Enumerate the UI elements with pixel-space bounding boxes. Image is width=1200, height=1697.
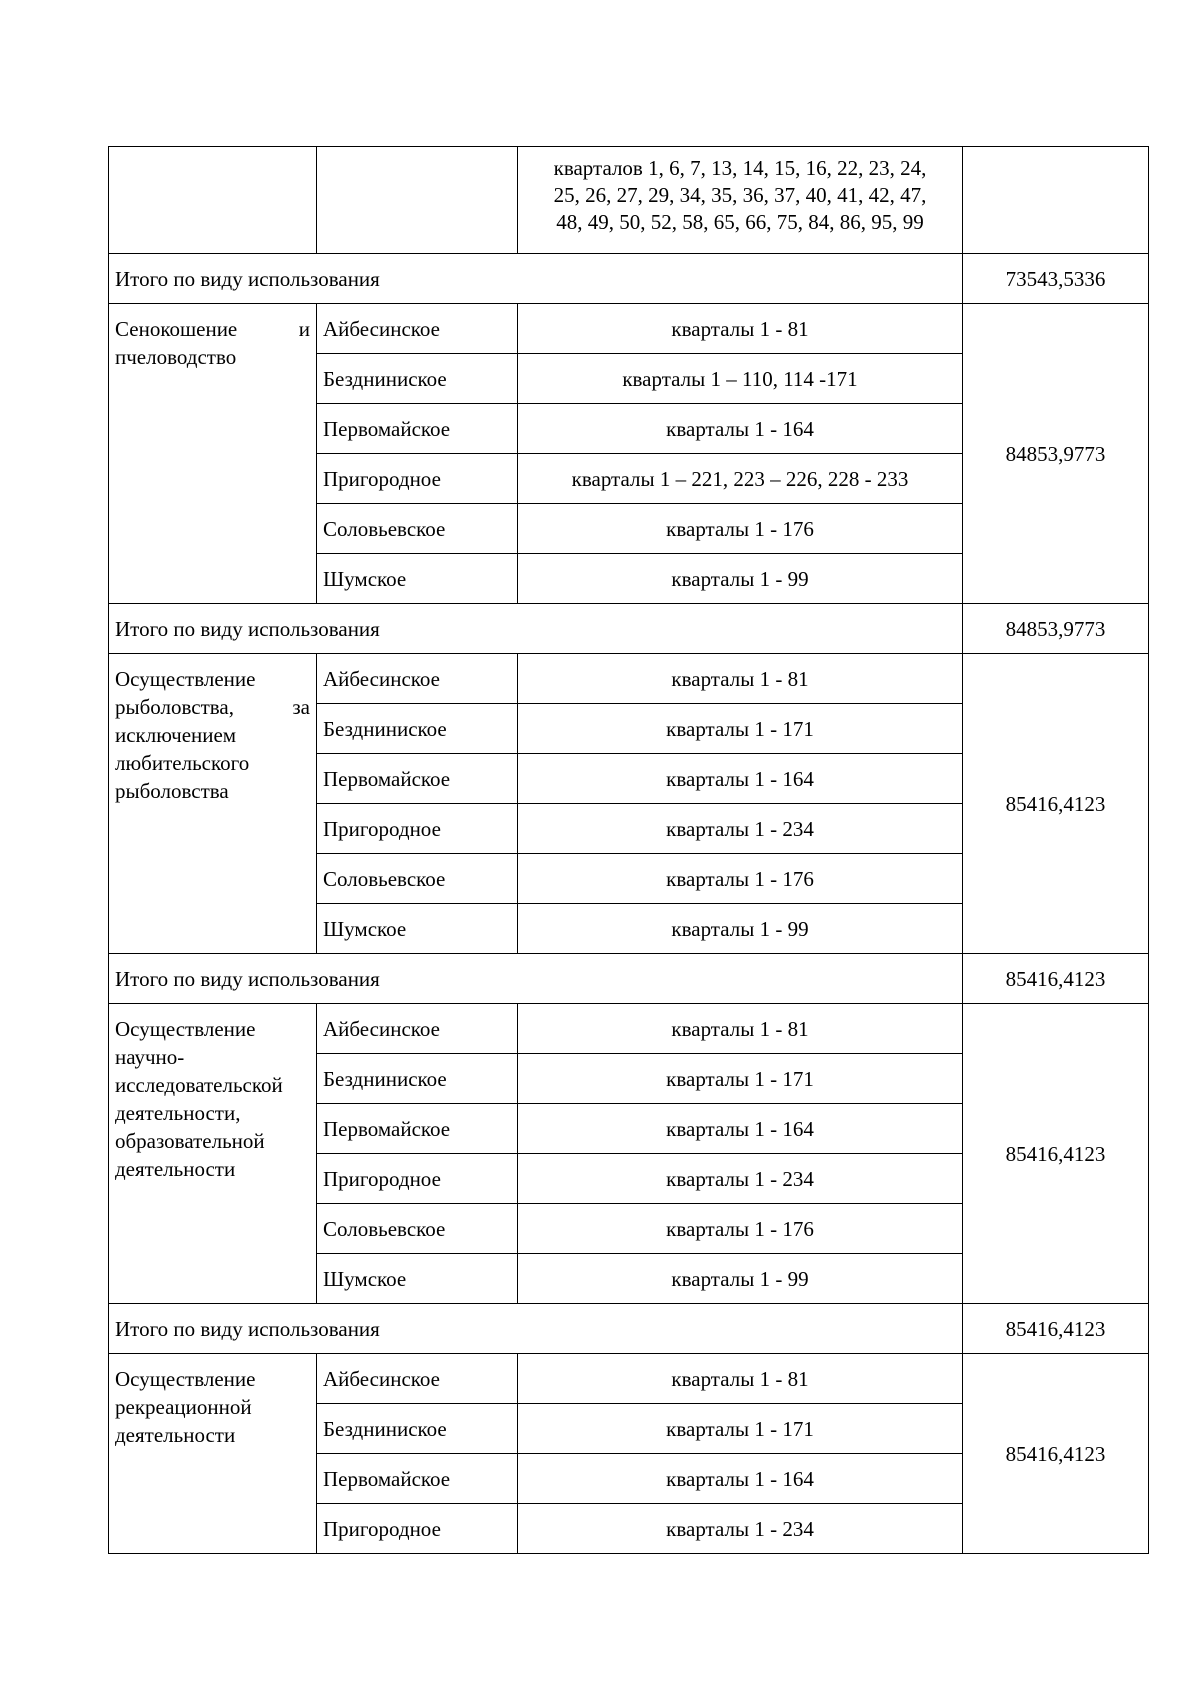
district-cell (317, 147, 518, 254)
use-type-cell: Осуществление рекреационной деятельности (109, 1354, 317, 1554)
blocks-cell: кварталы 1 - 81 (518, 304, 963, 354)
blocks-cell: кварталы 1 - 81 (518, 1354, 963, 1404)
use-type-cell (109, 147, 317, 254)
district-cell: Пригородное (317, 454, 518, 504)
district-cell: Айбесинское (317, 1004, 518, 1054)
use-type-cell: Осуществление рыболовства, за исключением любительского рыболовства (109, 654, 317, 954)
blocks-line: кварталов 1, 6, 7, 13, 14, 15, 16, 22, 23, 24, (553, 156, 927, 180)
blocks-line: 25, 26, 27, 29, 34, 35, 36, 37, 40, 41, 42, 47, (553, 183, 927, 207)
subtotal-row (109, 604, 1149, 654)
area-cell: 85416,4123 (963, 1354, 1149, 1554)
subtotal-label: Итого по виду использования (109, 954, 963, 1004)
table-row (109, 147, 1149, 254)
district-cell: Айбесинское (317, 304, 518, 354)
subtotal-label: Итого по виду использования (109, 254, 963, 304)
district-cell: Шумское (317, 1254, 518, 1304)
blocks-cell: кварталы 1 - 171 (518, 704, 963, 754)
district-cell: Айбесинское (317, 654, 518, 704)
district-cell: Шумское (317, 904, 518, 954)
district-cell: Шумское (317, 554, 518, 604)
blocks-cell: кварталы 1 - 164 (518, 1454, 963, 1504)
blocks-cell: кварталы 1 - 164 (518, 404, 963, 454)
area-cell: 85416,4123 (963, 654, 1149, 954)
subtotal-label: Итого по виду использования (109, 1304, 963, 1354)
blocks-cell: кварталы 1 - 99 (518, 904, 963, 954)
district-cell: Бездниниское (317, 1054, 518, 1104)
district-cell: Бездниниское (317, 354, 518, 404)
blocks-cell: кварталы 1 - 81 (518, 1004, 963, 1054)
use-type-cell: Сенокошение и пчеловодство (109, 304, 317, 604)
district-cell: Бездниниское (317, 704, 518, 754)
district-cell: Айбесинское (317, 1354, 518, 1404)
blocks-cell: кварталы 1 – 221, 223 – 226, 228 - 233 (518, 454, 963, 504)
blocks-cell: кварталы 1 - 176 (518, 504, 963, 554)
blocks-cell: кварталы 1 - 171 (518, 1404, 963, 1454)
blocks-cell: кварталы 1 - 234 (518, 1504, 963, 1554)
area-cell: 84853,9773 (963, 304, 1149, 604)
district-cell: Пригородное (317, 1154, 518, 1204)
district-cell: Бездниниское (317, 1404, 518, 1454)
district-cell: Пригородное (317, 1504, 518, 1554)
table-row (109, 1354, 1149, 1404)
blocks-cell: кварталы 1 - 176 (518, 1204, 963, 1254)
subtotal-row (109, 954, 1149, 1004)
blocks-cell: кварталы 1 - 164 (518, 1104, 963, 1154)
blocks-cell: кварталы 1 - 176 (518, 854, 963, 904)
district-cell: Первомайское (317, 1454, 518, 1504)
subtotal-value: 73543,5336 (963, 254, 1149, 304)
district-cell: Первомайское (317, 404, 518, 454)
district-cell: Первомайское (317, 1104, 518, 1154)
blocks-cell: кварталы 1 - 81 (518, 654, 963, 704)
district-cell: Пригородное (317, 804, 518, 854)
blocks-cell: кварталы 1 - 234 (518, 804, 963, 854)
district-cell: Первомайское (317, 754, 518, 804)
subtotal-label: Итого по виду использования (109, 604, 963, 654)
table-row (109, 304, 1149, 354)
district-cell: Соловьевское (317, 504, 518, 554)
area-cell (963, 147, 1149, 254)
district-cell: Соловьевское (317, 854, 518, 904)
subtotal-value: 85416,4123 (963, 954, 1149, 1004)
table-row (109, 1004, 1149, 1054)
subtotal-value: 84853,9773 (963, 604, 1149, 654)
table-row (109, 654, 1149, 704)
blocks-cell: кварталы 1 - 234 (518, 1154, 963, 1204)
use-type-cell: Осуществление научно-исследовательской деятельности, образовательной деятельности (109, 1004, 317, 1304)
blocks-cell: кварталы 1 – 110, 114 -171 (518, 354, 963, 404)
subtotal-value: 85416,4123 (963, 1304, 1149, 1354)
blocks-cell (518, 147, 963, 254)
district-cell: Соловьевское (317, 1204, 518, 1254)
blocks-cell: кварталы 1 - 164 (518, 754, 963, 804)
area-cell: 85416,4123 (963, 1004, 1149, 1304)
subtotal-row (109, 1304, 1149, 1354)
forest-use-table (108, 146, 1149, 1554)
blocks-cell: кварталы 1 - 171 (518, 1054, 963, 1104)
subtotal-row (109, 254, 1149, 304)
blocks-cell: кварталы 1 - 99 (518, 1254, 963, 1304)
blocks-line: 48, 49, 50, 52, 58, 65, 66, 75, 84, 86, 95, 99 (556, 210, 924, 234)
blocks-cell: кварталы 1 - 99 (518, 554, 963, 604)
